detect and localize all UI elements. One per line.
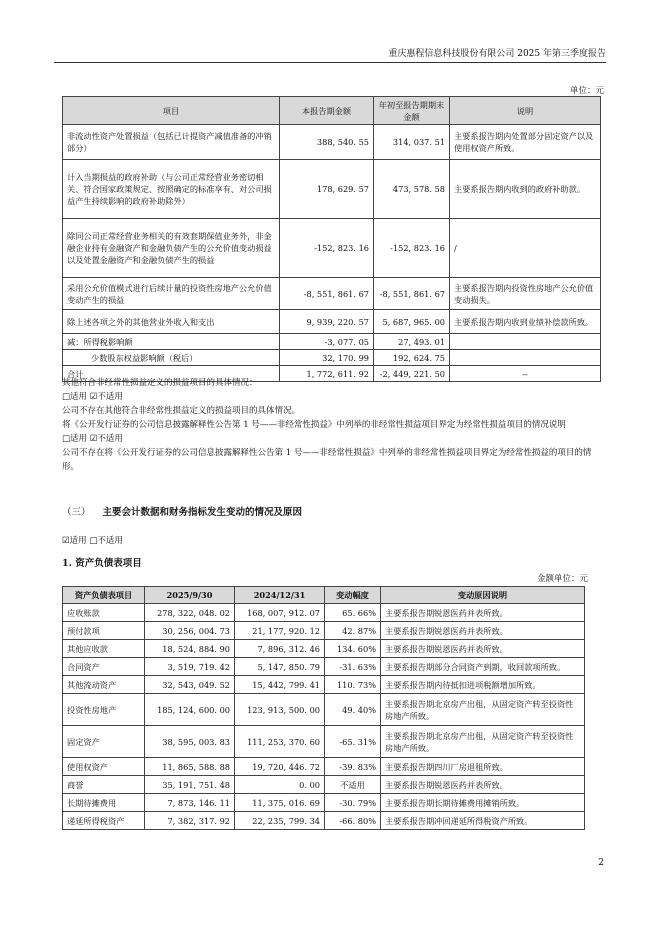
item-cell: 其他流动资产 bbox=[63, 676, 145, 694]
value-2025-cell: 30, 256, 004. 73 bbox=[145, 622, 235, 640]
table-row bbox=[63, 794, 585, 812]
item-cell: 减：所得税影响额 bbox=[63, 334, 280, 350]
value-2025-cell: 38, 595, 003. 83 bbox=[145, 726, 235, 758]
reason-cell: 主要系报告期锐恩医药并表所致。 bbox=[381, 776, 585, 794]
change-cell: -31. 63% bbox=[325, 658, 381, 676]
table-header-row bbox=[63, 587, 585, 604]
value-2024-cell: 123, 913, 500. 00 bbox=[235, 694, 325, 726]
reason-cell: 主要系报告期锐恩医药并表所致。 bbox=[381, 604, 585, 622]
note-cell: -- bbox=[450, 366, 601, 382]
current-amount-cell: 388, 540. 55 bbox=[280, 125, 374, 160]
item-cell: 固定资产 bbox=[63, 726, 145, 758]
header-cell: 项目 bbox=[63, 97, 280, 125]
item-cell: 预付款项 bbox=[63, 622, 145, 640]
ytd-amount-cell: -2, 449, 221. 50 bbox=[374, 366, 450, 382]
reason-cell: 主要系报告期北京房产出租，从固定资产转至投资性房地产所致。 bbox=[381, 694, 585, 726]
header-cell: 2025/9/30 bbox=[145, 587, 235, 604]
text-line: 公司不存在将《公开发行证券的公司信息披露解释性公告第 1 号——非经常性损益》中列举的非经常性损益项目界定为经常性损益的项目的情形。 bbox=[62, 448, 592, 472]
table-row bbox=[63, 658, 585, 676]
ytd-amount-cell: 27, 493. 01 bbox=[374, 334, 450, 350]
reason-cell: 主要系报告期锐恩医药并表所致。 bbox=[381, 622, 585, 640]
other-items-paragraph bbox=[62, 376, 602, 474]
note-cell: 主要系报告期内处置部分固定资产以及使用权资产所致。 bbox=[450, 125, 601, 160]
applicability-check: ☑适用 □不适用 bbox=[62, 536, 123, 546]
value-2024-cell: 11, 375, 016. 69 bbox=[235, 794, 325, 812]
section-title: 主要会计数据和财务指标发生变动的情况及原因 bbox=[102, 507, 303, 518]
section-number: （三） bbox=[62, 507, 91, 518]
applicability-check: □适用 ☑不适用 bbox=[62, 434, 123, 444]
table-header-row bbox=[63, 97, 601, 125]
note-cell: 主要系报告期内收到业绩补偿款所致。 bbox=[450, 310, 601, 334]
current-amount-cell: 1, 772, 611. 92 bbox=[280, 366, 374, 382]
table-row bbox=[63, 278, 601, 310]
item-cell: 采用公允价值模式进行后续计量的投资性房地产公允价值变动产生的损益 bbox=[63, 278, 280, 310]
change-cell: 42. 87% bbox=[325, 622, 381, 640]
ytd-amount-cell: 5, 687, 965. 00 bbox=[374, 310, 450, 334]
change-cell: -65. 31% bbox=[325, 726, 381, 758]
ytd-amount-cell: 192, 624. 75 bbox=[374, 350, 450, 366]
nonrecurring-gains-table bbox=[62, 96, 601, 382]
value-2024-cell: 19, 720, 446. 72 bbox=[235, 758, 325, 776]
table-row bbox=[63, 125, 601, 160]
change-cell: -66. 80% bbox=[325, 812, 381, 830]
reason-cell: 主要系报告期北京房产出租，从固定资产转至投资性房地产所致。 bbox=[381, 726, 585, 758]
value-2024-cell: 0. 00 bbox=[235, 776, 325, 794]
ytd-amount-cell: 314, 037. 51 bbox=[374, 125, 450, 160]
table-row bbox=[63, 160, 601, 219]
reason-cell: 主要系报告期内待抵扣进项税额增加所致。 bbox=[381, 676, 585, 694]
value-2025-cell: 7, 873, 146. 11 bbox=[145, 794, 235, 812]
table-row bbox=[63, 676, 585, 694]
header-cell: 年初至报告期期末金额 bbox=[374, 97, 450, 125]
value-2025-cell: 18, 524, 884. 90 bbox=[145, 640, 235, 658]
ytd-amount-cell: -8, 551, 861. 67 bbox=[374, 278, 450, 310]
note-cell: 主要系报告期内投资性房地产公允价值变动损失。 bbox=[450, 278, 601, 310]
value-2025-cell: 3, 519, 719. 42 bbox=[145, 658, 235, 676]
table-row bbox=[63, 758, 585, 776]
table-row bbox=[63, 622, 585, 640]
ytd-amount-cell: 473, 578. 58 bbox=[374, 160, 450, 219]
item-cell: 商誉 bbox=[63, 776, 145, 794]
change-cell: -30. 79% bbox=[325, 794, 381, 812]
table-row bbox=[63, 334, 601, 350]
current-amount-cell: -3, 077. 05 bbox=[280, 334, 374, 350]
item-cell: 使用权资产 bbox=[63, 758, 145, 776]
subsection-heading: 1. 资产负债表项目 bbox=[62, 558, 142, 569]
change-cell: 65. 66% bbox=[325, 604, 381, 622]
item-cell: 少数股东权益影响额（税后） bbox=[63, 350, 280, 366]
table-row bbox=[63, 640, 585, 658]
header-cell: 说明 bbox=[450, 97, 601, 125]
item-cell: 长期待摊费用 bbox=[63, 794, 145, 812]
current-amount-cell: 32, 170. 99 bbox=[280, 350, 374, 366]
header-cell: 本报告期金额 bbox=[280, 97, 374, 125]
reason-cell: 主要系报告期部分合同资产到期，收回款项所致。 bbox=[381, 658, 585, 676]
item-cell: 非流动性资产处置损益（包括已计提资产减值准备的冲销部分） bbox=[63, 125, 280, 160]
change-cell: 不适用 bbox=[325, 776, 381, 794]
balance-sheet-table bbox=[62, 586, 585, 830]
table-row bbox=[63, 350, 601, 366]
value-2024-cell: 111, 253, 370. 60 bbox=[235, 726, 325, 758]
item-cell: 计入当期损益的政府补助（与公司正常经营业务密切相关、符合国家政策规定、按照确定的标准享有、对公司损益产生持续影响的政府补助除外） bbox=[63, 160, 280, 219]
item-cell: 投资性房地产 bbox=[63, 694, 145, 726]
table-row bbox=[63, 604, 585, 622]
item-cell: 合同资产 bbox=[63, 658, 145, 676]
note-cell: 主要系报告期内收到的政府补助款。 bbox=[450, 160, 601, 219]
value-2025-cell: 35, 191, 751. 48 bbox=[145, 776, 235, 794]
header-cell: 2024/12/31 bbox=[235, 587, 325, 604]
reason-cell: 主要系报告期长期待摊费用摊销所致。 bbox=[381, 794, 585, 812]
page-header: 重庆惠程信息科技股份有限公司 2025 年第三季度报告 bbox=[54, 46, 606, 63]
value-2024-cell: 22, 235, 799. 34 bbox=[235, 812, 325, 830]
ytd-amount-cell: -152, 823. 16 bbox=[374, 219, 450, 278]
text-line: 其他符合非经常性损益定义的损益项目的具体情况： bbox=[62, 378, 258, 388]
item-cell: 除上述各项之外的其他营业外收入和支出 bbox=[63, 310, 280, 334]
current-amount-cell: -8, 551, 861. 67 bbox=[280, 278, 374, 310]
change-cell: 134. 60% bbox=[325, 640, 381, 658]
note-cell bbox=[450, 334, 601, 350]
change-cell: 110. 73% bbox=[325, 676, 381, 694]
item-cell: 合计 bbox=[63, 366, 280, 382]
item-cell: 应收账款 bbox=[63, 604, 145, 622]
value-2024-cell: 168, 007, 912. 07 bbox=[235, 604, 325, 622]
value-2025-cell: 11, 865, 588. 88 bbox=[145, 758, 235, 776]
amount-unit-label: 金额单位：元 bbox=[536, 574, 588, 584]
item-cell: 其他应收款 bbox=[63, 640, 145, 658]
current-amount-cell: -152, 823. 16 bbox=[280, 219, 374, 278]
header-cell: 资产负债表项目 bbox=[63, 587, 145, 604]
value-2025-cell: 7, 382, 317. 92 bbox=[145, 812, 235, 830]
reason-cell: 主要系报告期冲回递延所得税资产所致。 bbox=[381, 812, 585, 830]
table-row bbox=[63, 219, 601, 278]
reason-cell: 主要系报告期四川厂房退租所致。 bbox=[381, 758, 585, 776]
text-line: 公司不存在其他符合非经常性损益定义的损益项目的具体情况。 bbox=[62, 406, 301, 416]
reason-cell: 主要系报告期锐恩医药并表所致。 bbox=[381, 640, 585, 658]
value-2024-cell: 5, 147, 850. 79 bbox=[235, 658, 325, 676]
item-cell: 递延所得税资产 bbox=[63, 812, 145, 830]
table-row bbox=[63, 694, 585, 726]
value-2025-cell: 32, 543, 049. 52 bbox=[145, 676, 235, 694]
change-cell: -39. 83% bbox=[325, 758, 381, 776]
table-row bbox=[63, 776, 585, 794]
text-line: 将《公开发行证券的公司信息披露解释性公告第 1 号——非经常性损益》中列举的非经常性损益项目界定为经常性损益项目的情况说明 bbox=[62, 420, 566, 430]
current-amount-cell: 9, 939, 220. 57 bbox=[280, 310, 374, 334]
item-cell: 除同公司正常经营业务相关的有效套期保值业务外，非金融企业持有金融资产和金融负债产生的公允价值变动损益以及处置金融资产和金融负债产生的损益 bbox=[63, 219, 280, 278]
header-cell: 变动原因说明 bbox=[381, 587, 585, 604]
note-cell: / bbox=[450, 219, 601, 278]
value-2024-cell: 7, 896, 312. 46 bbox=[235, 640, 325, 658]
table-row bbox=[63, 726, 585, 758]
value-2025-cell: 185, 124, 600. 00 bbox=[145, 694, 235, 726]
value-2024-cell: 15, 442, 799. 41 bbox=[235, 676, 325, 694]
unit-label: 单位：元 bbox=[569, 86, 604, 96]
section-heading bbox=[62, 504, 302, 518]
current-amount-cell: 178, 629. 57 bbox=[280, 160, 374, 219]
table-row bbox=[63, 310, 601, 334]
change-cell: 49. 40% bbox=[325, 694, 381, 726]
note-cell bbox=[450, 350, 601, 366]
page-number: 2 bbox=[598, 858, 604, 868]
header-cell: 变动幅度 bbox=[325, 587, 381, 604]
value-2024-cell: 21, 177, 920. 12 bbox=[235, 622, 325, 640]
value-2025-cell: 278, 322, 048. 02 bbox=[145, 604, 235, 622]
table-row bbox=[63, 812, 585, 830]
applicability-check: □适用 ☑不适用 bbox=[62, 392, 123, 402]
